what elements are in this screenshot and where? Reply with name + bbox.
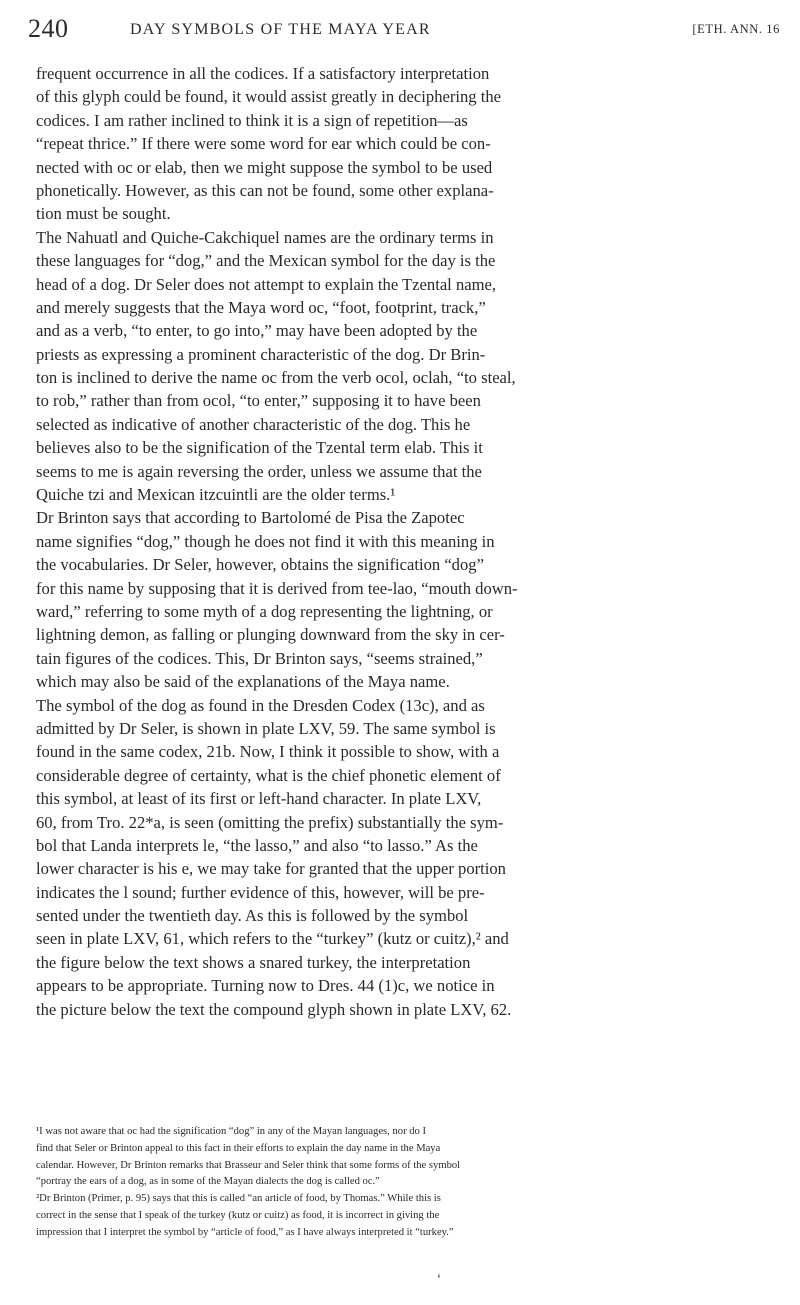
text-line: The symbol of the dog as found in the Dresden Codex (13c), and as — [36, 695, 485, 715]
text-line: of this glyph could be found, it would assist greatly in deciphering the — [36, 87, 502, 107]
text-line: Dr Brinton says that according to Bartolomé de Pisa the Zapotec — [36, 508, 465, 528]
footnote-line: impression that I interpret the symbol by “article of food,” as I have always interpreted it “turkey.” — [36, 1226, 454, 1238]
text-line: found in the same codex, 21b. Now, I think it possible to show, with a — [36, 742, 500, 762]
text-line: codices. I am rather inclined to think it is a sign of repetition—as — [36, 110, 468, 130]
text-line: head of a dog. Dr Seler does not attempt to explain the Tzental name, — [36, 274, 497, 294]
text-line: phonetically. However, as this can not be found, some other explana- — [36, 180, 494, 200]
text-line: seen in plate LXV, 61, which refers to the “turkey” (kutz or cuitz),² and — [36, 929, 509, 949]
body-text — [36, 62, 744, 1021]
text-line: bol that Landa interprets le, “the lasso,” and also “to lasso.” As the — [36, 835, 478, 855]
text-line: ward,” referring to some myth of a dog representing the lightning, or — [36, 601, 493, 621]
text-line: the picture below the text the compound glyph shown in plate LXV, 62. — [36, 999, 512, 1019]
text-line: frequent occurrence in all the codices. If a satisfactory interpretation — [36, 64, 490, 83]
text-line: priests as expressing a prominent characteristic of the dog. Dr Brin- — [36, 344, 486, 364]
text-line: indicates the l sound; further evidence of this, however, will be pre- — [36, 882, 485, 902]
text-line: lightning demon, as falling or plunging downward from the sky in cer- — [36, 625, 505, 645]
text-line: considerable degree of certainty, what is the chief phonetic element of — [36, 765, 501, 785]
footnote-line: correct in the sense that I speak of the turkey (kutz or cuitz) as food, it is incorrect in giving the — [36, 1209, 440, 1221]
page-number: 240 — [28, 14, 69, 43]
text-line: lower character is his e, we may take for granted that the upper portion — [36, 859, 506, 879]
running-title: DAY SYMBOLS OF THE MAYA YEAR — [130, 21, 431, 38]
text-line: to rob,” rather than from ocol, “to enter,” supposing it to have been — [36, 391, 481, 411]
text-line: seems to me is again reversing the order, unless we assume that the — [36, 461, 482, 481]
footnote-line: ²Dr Brinton (Primer, p. 95) says that this is called “an article of food, by Thomas.” While this is — [36, 1193, 441, 1205]
footnote-line: ¹I was not aware that oc had the signification “dog” in any of the Mayan languages, nor do I — [36, 1126, 427, 1137]
text-line: nected with oc or elab, then we might suppose the symbol to be used — [36, 157, 493, 177]
text-line: for this name by supposing that it is derived from tee-lao, “mouth down- — [36, 578, 518, 598]
text-line: appears to be appropriate. Turning now to Dres. 44 (1)c, we notice in — [36, 976, 495, 996]
text-line: this symbol, at least of its first or left-hand character. In plate LXV, — [36, 789, 482, 809]
report-reference: [ETH. ANN. 16 — [692, 22, 780, 36]
text-line: admitted by Dr Seler, is shown in plate LXV, 59. The same symbol is — [36, 718, 496, 738]
text-line: The Nahuatl and Quiche-Cakchiquel names are the ordinary terms in — [36, 227, 494, 247]
footnote-line: calendar. However, Dr Brinton remarks that Brasseur and Seler think that some forms of the symbol — [36, 1159, 461, 1171]
text-line: 60, from Tro. 22*a, is seen (omitting the prefix) substantially the sym- — [36, 812, 504, 832]
text-line: and as a verb, “to enter, to go into,” may have been adopted by the — [36, 321, 478, 341]
text-line: ton is inclined to derive the name oc from the verb ocol, oclah, “to steal, — [36, 368, 516, 388]
text-line: the vocabularies. Dr Seler, however, obtains the signification “dog” — [36, 555, 484, 575]
text-line: Quiche tzi and Mexican itzcuintli are the older terms.¹ — [36, 485, 396, 505]
text-line: tion must be sought. — [36, 204, 171, 224]
text-line: and merely suggests that the Maya word oc, “foot, footprint, track,” — [36, 297, 486, 317]
text-line: sented under the twentieth day. As this is followed by the symbol — [36, 906, 469, 926]
footnote-line: “portray the ears of a dog, as in some of the Mayan dialects the dog is called oc.” — [36, 1176, 380, 1188]
text-line: these languages for “dog,” and the Mexican symbol for the day is the — [36, 251, 496, 271]
text-line: selected as indicative of another characteristic of the dog. This he — [36, 414, 471, 434]
text-line: which may also be said of the explanations of the Maya name. — [36, 672, 450, 692]
text-line: the figure below the text shows a snared turkey, the interpretation — [36, 952, 471, 972]
text-line: name signifies “dog,” though he does not find it with this meaning in — [36, 531, 495, 551]
footnote-line: find that Seler or Brinton appeal to this fact in their efforts to explain the day name in the Maya — [36, 1142, 441, 1154]
footnotes — [36, 1124, 744, 1242]
text-line: tain figures of the codices. This, Dr Brinton says, “seems strained,” — [36, 648, 483, 668]
text-line: “repeat thrice.” If there were some word for ear which could be con- — [36, 134, 491, 154]
print-mark-icon: ‘ — [436, 1272, 441, 1287]
page-header — [28, 14, 780, 48]
text-line: believes also to be the signification of the Tzental term elab. This it — [36, 438, 483, 458]
